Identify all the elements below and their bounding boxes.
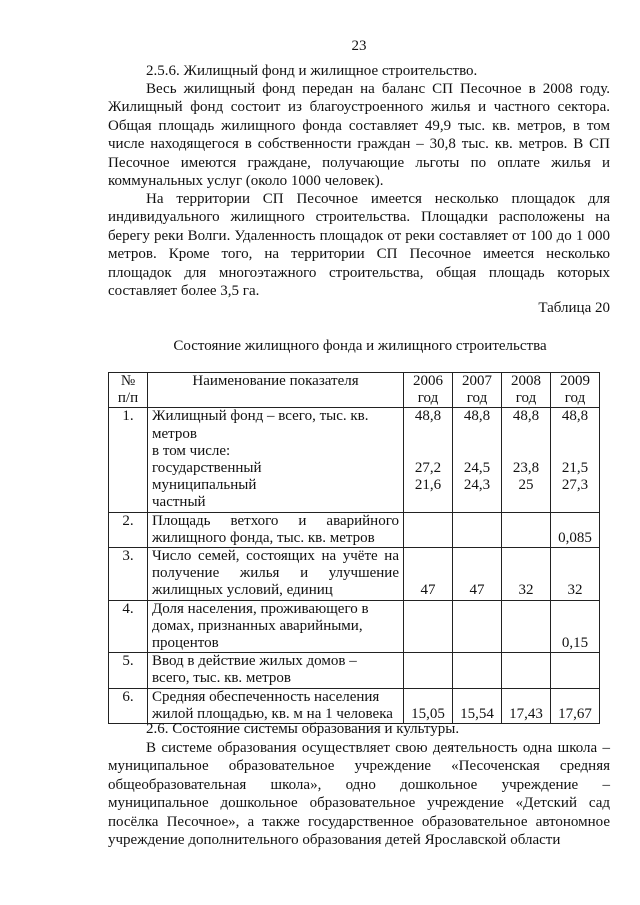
row-indicator: Средняя обеспеченность населения жилой площадью, кв. м на 1 человека xyxy=(148,688,404,723)
row-indicator: Жилищный фонд – всего, тыс. кв. метров в том числе: государственный муниципальный частный xyxy=(148,408,404,512)
cell-2008: 32 xyxy=(502,548,551,601)
table-row xyxy=(109,512,600,547)
cell-2008 xyxy=(502,512,551,547)
row-number: 1. xyxy=(109,408,148,512)
row-number: 2. xyxy=(109,512,148,547)
table-row xyxy=(109,688,600,723)
header-indicator: Наименование показателя xyxy=(148,373,404,408)
header-year-2007: 2007 год xyxy=(453,373,502,408)
table-row xyxy=(109,548,600,601)
housing-table xyxy=(108,372,600,724)
table-row xyxy=(109,653,600,688)
cell-2009: 32 xyxy=(551,548,600,601)
cell-2006 xyxy=(404,600,453,653)
cell-2008: 17,43 xyxy=(502,688,551,723)
cell-2008 xyxy=(502,653,551,688)
row-indicator: Доля населения, проживающего в домах, признанных аварийными, процентов xyxy=(148,600,404,653)
cell-2007 xyxy=(453,512,502,547)
cell-2008: 48,8 23,8 25 xyxy=(502,408,551,512)
header-year-2009: 2009 год xyxy=(551,373,600,408)
table-title: Состояние жилищного фонда и жилищного строительства xyxy=(173,338,547,354)
cell-2006: 47 xyxy=(404,548,453,601)
cell-2006: 48,8 27,2 21,6 xyxy=(404,408,453,512)
cell-2006 xyxy=(404,653,453,688)
cell-2006 xyxy=(404,512,453,547)
row-indicator: Площадь ветхого и аварийного жилищного фонда, тыс. кв. метров xyxy=(148,512,404,547)
cell-2009: 48,8 21,5 27,3 xyxy=(551,408,600,512)
cell-2007: 47 xyxy=(453,548,502,601)
cell-2007: 48,8 24,5 24,3 xyxy=(453,408,502,512)
cell-2007 xyxy=(453,600,502,653)
cell-2009: 0,085 xyxy=(551,512,600,547)
row-number: 3. xyxy=(109,548,148,601)
cell-2009 xyxy=(551,653,600,688)
row-indicator: Число семей, состоящих на учёте на получение жилья и улучшение жилищных условий, единиц xyxy=(148,548,404,601)
cell-2007 xyxy=(453,653,502,688)
table-label: Таблица 20 xyxy=(538,300,610,316)
page-number: 23 xyxy=(351,38,367,54)
row-number: 4. xyxy=(109,600,148,653)
section-heading-2-6: 2.6. Состояние системы образования и культуры. xyxy=(146,721,460,737)
cell-2007: 15,54 xyxy=(453,688,502,723)
row-number: 6. xyxy=(109,688,148,723)
cell-2009: 17,67 xyxy=(551,688,600,723)
header-number: № п/п xyxy=(109,373,148,408)
paragraph-education: В системе образования осуществляет свою деятельность одна школа – муниципальное образовательное учреждение «Песоченская средняя общеобразовательная школа», одно дошкольное учреждение – муниципальное дошкольное образовательное учреждение «Детский сад посёлка Песочное», а также государственное образовательное автономное учреждение дополнительного образования детей Ярославской области xyxy=(108,740,610,849)
row-indicator: Ввод в действие жилых домов – всего, тыс. кв. метров xyxy=(148,653,404,688)
header-year-2006: 2006 год xyxy=(404,373,453,408)
cell-2006: 15,05 xyxy=(404,688,453,723)
header-year-2008: 2008 год xyxy=(502,373,551,408)
paragraph-housing-fund: Весь жилищный фонд передан на баланс СП Песочное в 2008 году. Жилищный фонд состоит из благоустроенного жилья и частного сектора. Общая площадь жилищного фонда составляет 49,9 тыс. кв. метров, в том числе находящегося в собственности граждан – 30,8 тыс. кв. метров. В СП Песочное имеются граждане, получающие льготы по оплате жилья и коммунальных услуг (около 1000 человек). xyxy=(108,81,610,190)
table-row xyxy=(109,600,600,653)
row-number: 5. xyxy=(109,653,148,688)
paragraph-construction-sites: На территории СП Песочное имеется несколько площадок для индивидуального жилищного строительства. Площадки расположены на берегу реки Волги. Удаленность площадок от реки составляет от 100 до 1 000 метров. Кроме того, на территории СП Песочное имеется несколько площадок для многоэтажного строительства, общая площадь которых составляет более 3,5 га. xyxy=(108,191,610,300)
table-row xyxy=(109,408,600,512)
cell-2009: 0,15 xyxy=(551,600,600,653)
cell-2008 xyxy=(502,600,551,653)
section-heading-2-5-6: 2.5.6. Жилищный фонд и жилищное строительство. xyxy=(146,63,478,79)
table-header-row xyxy=(109,373,600,408)
